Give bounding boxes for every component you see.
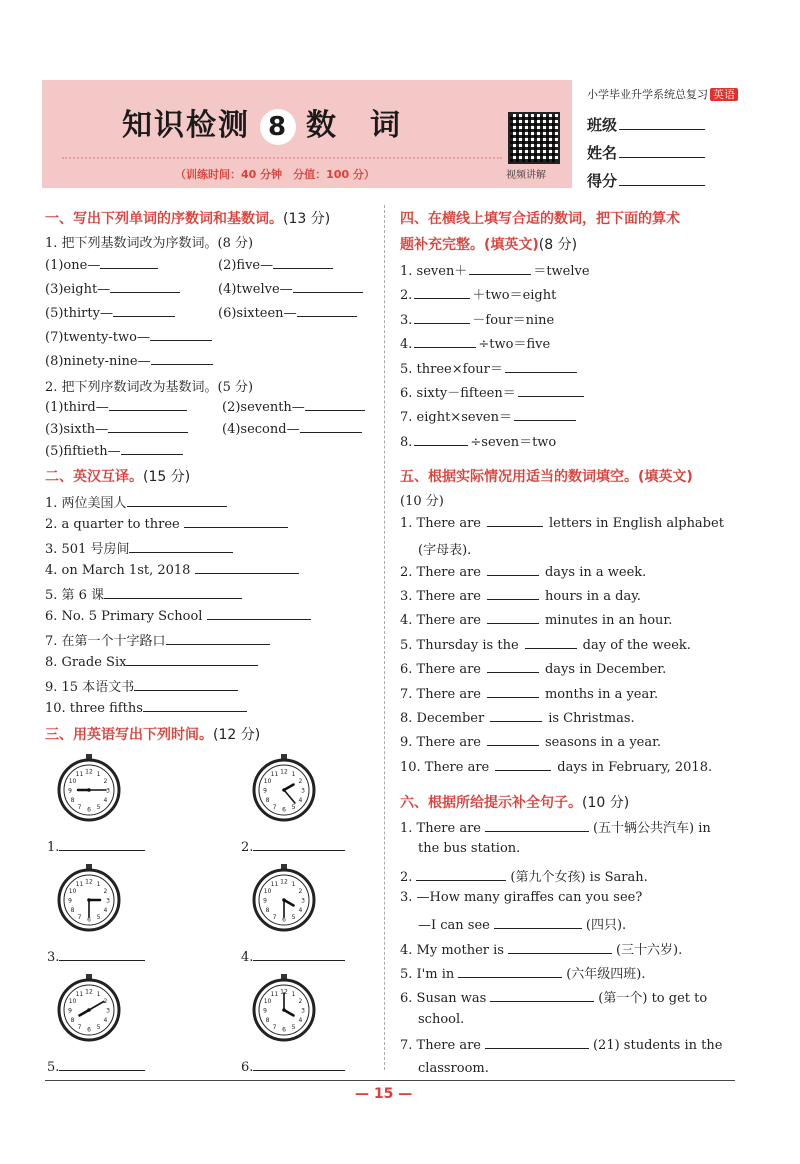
answer-blank[interactable] bbox=[134, 678, 238, 691]
svg-text:5: 5 bbox=[291, 1023, 296, 1031]
series-text: 小学毕业升学系统总复习 bbox=[587, 88, 708, 101]
s1-item: (1)third— bbox=[45, 398, 187, 415]
svg-text:8: 8 bbox=[70, 907, 75, 914]
svg-text:12: 12 bbox=[85, 878, 93, 886]
score-label: 得分 bbox=[587, 172, 618, 190]
s2-item: 10. three fifths bbox=[45, 699, 247, 716]
lesson-number-badge: 8 bbox=[260, 109, 296, 145]
s2-item: 9. 15 本语文书 bbox=[45, 676, 238, 695]
answer-blank[interactable] bbox=[469, 262, 531, 275]
class-label: 班级 bbox=[587, 116, 618, 134]
svg-text:6: 6 bbox=[282, 1026, 286, 1034]
svg-text:5: 5 bbox=[96, 1023, 101, 1031]
answer-blank[interactable] bbox=[414, 433, 468, 446]
svg-text:5: 5 bbox=[96, 803, 101, 811]
svg-text:11: 11 bbox=[75, 991, 84, 999]
svg-text:2: 2 bbox=[103, 888, 108, 895]
svg-text:4: 4 bbox=[298, 1017, 303, 1024]
answer-blank[interactable] bbox=[525, 636, 577, 649]
svg-text:9: 9 bbox=[263, 787, 267, 795]
svg-text:4: 4 bbox=[103, 797, 108, 804]
svg-text:5: 5 bbox=[96, 913, 101, 921]
svg-text:8: 8 bbox=[265, 907, 270, 914]
s2-item: 7. 在第一个十字路口 bbox=[45, 630, 270, 649]
s1-item: (2)five— bbox=[218, 256, 333, 273]
svg-text:7: 7 bbox=[272, 1023, 277, 1031]
svg-text:1: 1 bbox=[96, 881, 101, 889]
s2-item: 5. 第 6 课 bbox=[45, 584, 242, 603]
time-score-info: （训练时间：40 分钟 分值：100 分） bbox=[175, 168, 375, 181]
answer-blank[interactable] bbox=[253, 1058, 345, 1071]
answer-blank[interactable] bbox=[110, 280, 180, 293]
svg-text:12: 12 bbox=[85, 988, 93, 996]
svg-text:4: 4 bbox=[103, 1017, 108, 1024]
answer-blank[interactable] bbox=[207, 607, 311, 620]
title-text-a: 知识检测 bbox=[122, 108, 250, 143]
s5-item: 6. There are days in December. bbox=[400, 662, 667, 677]
clock-answer: 4. bbox=[241, 948, 345, 965]
score-field[interactable] bbox=[587, 170, 705, 191]
svg-text:5: 5 bbox=[291, 803, 296, 811]
answer-blank[interactable] bbox=[505, 360, 577, 373]
svg-text:8: 8 bbox=[265, 1017, 270, 1024]
name-field[interactable] bbox=[587, 142, 705, 163]
answer-blank[interactable] bbox=[59, 838, 145, 851]
clock-face-icon bbox=[57, 864, 121, 934]
svg-text:6: 6 bbox=[87, 916, 91, 924]
s1-item: (4)twelve— bbox=[218, 280, 363, 297]
s2-item: 1. 两位美国人 bbox=[45, 492, 227, 511]
answer-blank[interactable] bbox=[485, 1036, 589, 1049]
svg-text:10: 10 bbox=[68, 778, 77, 785]
answer-blank[interactable] bbox=[166, 632, 270, 645]
svg-text:9: 9 bbox=[263, 1007, 267, 1015]
s4-item: 3. －four＝nine bbox=[400, 313, 555, 328]
s1-sub1: 1. 把下列基数词改为序数词。(8 分) bbox=[45, 236, 254, 251]
section-6-title: 六、根据所给提示补全句子。(10 分) bbox=[400, 795, 630, 811]
svg-text:12: 12 bbox=[280, 878, 288, 886]
title-text-b: 数 词 bbox=[306, 108, 402, 143]
answer-blank[interactable] bbox=[490, 989, 594, 1002]
answer-blank[interactable] bbox=[126, 653, 258, 666]
svg-text:7: 7 bbox=[272, 913, 277, 921]
s6-item: 6. Susan was (第一个) to get to bbox=[400, 991, 708, 1006]
answer-blank[interactable] bbox=[414, 286, 470, 299]
s5-item: 5. Thursday is the day of the week. bbox=[400, 638, 691, 653]
answer-blank[interactable] bbox=[414, 311, 470, 324]
svg-text:11: 11 bbox=[75, 881, 84, 889]
answer-blank[interactable] bbox=[458, 965, 562, 978]
clock-face-icon bbox=[252, 754, 316, 824]
section-3-title: 三、用英语写出下列时间。(12 分) bbox=[45, 727, 261, 743]
s6-item: 7. There are (21) students in the bbox=[400, 1038, 723, 1053]
svg-text:3: 3 bbox=[301, 1007, 305, 1015]
svg-text:6: 6 bbox=[282, 806, 286, 814]
s2-item: 3. 501 号房间 bbox=[45, 538, 233, 557]
svg-text:7: 7 bbox=[272, 803, 277, 811]
s5-item: 4. There are minutes in an hour. bbox=[400, 613, 673, 628]
svg-text:11: 11 bbox=[270, 991, 279, 999]
answer-blank[interactable] bbox=[487, 563, 539, 576]
svg-text:6: 6 bbox=[282, 916, 286, 924]
svg-text:7: 7 bbox=[77, 1023, 82, 1031]
answer-blank[interactable] bbox=[273, 256, 333, 269]
answer-blank[interactable] bbox=[514, 408, 576, 421]
svg-text:1: 1 bbox=[291, 881, 296, 889]
svg-text:9: 9 bbox=[68, 897, 72, 905]
svg-text:9: 9 bbox=[68, 1007, 72, 1015]
answer-blank[interactable] bbox=[59, 948, 145, 961]
svg-text:3: 3 bbox=[106, 787, 110, 795]
answer-blank[interactable] bbox=[495, 758, 551, 771]
answer-blank[interactable] bbox=[300, 420, 362, 433]
qr-code-icon[interactable] bbox=[508, 112, 560, 164]
s6-item: classroom. bbox=[418, 1061, 489, 1076]
svg-text:2: 2 bbox=[298, 998, 303, 1005]
s4-item: 4. ÷two＝five bbox=[400, 337, 551, 352]
answer-blank[interactable] bbox=[508, 941, 612, 954]
svg-text:6: 6 bbox=[87, 806, 91, 814]
answer-blank[interactable] bbox=[184, 515, 288, 528]
svg-text:8: 8 bbox=[70, 797, 75, 804]
answer-blank[interactable] bbox=[150, 328, 212, 341]
s6-item: 4. My mother is (三十六岁). bbox=[400, 943, 683, 958]
section-5-points: (10 分) bbox=[400, 494, 444, 509]
svg-text:3: 3 bbox=[106, 1007, 110, 1015]
answer-blank[interactable] bbox=[414, 335, 476, 348]
answer-blank[interactable] bbox=[127, 494, 227, 507]
s4-item: 8. ÷seven＝two bbox=[400, 435, 557, 450]
svg-text:9: 9 bbox=[68, 787, 72, 795]
answer-blank[interactable] bbox=[487, 514, 543, 527]
column-divider bbox=[384, 205, 385, 1070]
answer-blank[interactable] bbox=[129, 540, 233, 553]
answer-blank[interactable] bbox=[104, 586, 242, 599]
footer-rule bbox=[45, 1080, 735, 1081]
clock-answer: 5. bbox=[47, 1058, 145, 1075]
answer-blank[interactable] bbox=[143, 699, 247, 712]
class-field[interactable] bbox=[587, 114, 705, 135]
clock-answer: 2. bbox=[241, 838, 345, 855]
s5-item: 2. There are days in a week. bbox=[400, 565, 647, 580]
svg-text:1: 1 bbox=[291, 991, 296, 999]
svg-text:10: 10 bbox=[263, 888, 272, 895]
answer-blank[interactable] bbox=[195, 561, 299, 574]
clock-answer: 6. bbox=[241, 1058, 345, 1075]
svg-text:8: 8 bbox=[265, 797, 270, 804]
s2-item: 8. Grade Six bbox=[45, 653, 258, 670]
svg-text:3: 3 bbox=[106, 897, 110, 905]
page-number: — 15 — bbox=[355, 1086, 413, 1102]
svg-text:2: 2 bbox=[298, 778, 303, 785]
s5-item: 7. There are months in a year. bbox=[400, 687, 659, 702]
svg-text:9: 9 bbox=[263, 897, 267, 905]
s5-item: (字母表). bbox=[418, 543, 472, 558]
subject-tag: 英语 bbox=[710, 88, 738, 101]
s1-item: (3)sixth— bbox=[45, 420, 188, 437]
answer-blank[interactable] bbox=[293, 280, 363, 293]
s1-item: (3)eight— bbox=[45, 280, 180, 297]
answer-blank[interactable] bbox=[487, 660, 539, 673]
svg-text:12: 12 bbox=[280, 768, 288, 776]
section-4-title: 四、在横线上填写合适的数词，把下面的算术 bbox=[400, 211, 680, 227]
s6-item: 3. —How many giraffes can you see? bbox=[400, 890, 643, 905]
answer-blank[interactable] bbox=[416, 868, 506, 881]
s2-item: 4. on March 1st, 2018 bbox=[45, 561, 299, 578]
s6-item: 1. There are (五十辆公共汽车) in bbox=[400, 821, 711, 836]
s5-item: 8. December is Christmas. bbox=[400, 711, 635, 726]
svg-text:10: 10 bbox=[263, 998, 272, 1005]
qr-label: 视频讲解 bbox=[506, 170, 546, 181]
s1-item: (5)fiftieth— bbox=[45, 442, 183, 459]
s5-item: 9. There are seasons in a year. bbox=[400, 735, 662, 750]
s5-item: 3. There are hours in a day. bbox=[400, 589, 641, 604]
s5-item: 10. There are days in February, 2018. bbox=[400, 760, 713, 775]
svg-text:2: 2 bbox=[298, 888, 303, 895]
s1-sub2: 2. 把下列序数词改为基数词。(5 分) bbox=[45, 380, 254, 395]
s2-item: 2. a quarter to three bbox=[45, 515, 288, 532]
svg-text:12: 12 bbox=[85, 768, 93, 776]
s6-item: 2. (第九个女孩) is Sarah. bbox=[400, 870, 648, 885]
s1-item: (8)ninety-nine— bbox=[45, 352, 213, 369]
answer-blank[interactable] bbox=[485, 819, 589, 832]
s4-item: 1. seven＋ ＝twelve bbox=[400, 264, 590, 279]
answer-blank[interactable] bbox=[490, 709, 542, 722]
answer-blank[interactable] bbox=[151, 352, 213, 365]
svg-text:10: 10 bbox=[68, 888, 77, 895]
s1-item: (5)thirty— bbox=[45, 304, 175, 321]
svg-text:4: 4 bbox=[103, 907, 108, 914]
svg-text:3: 3 bbox=[301, 787, 305, 795]
header-divider bbox=[62, 157, 502, 159]
svg-text:11: 11 bbox=[270, 881, 279, 889]
section-5-title: 五、根据实际情况用适当的数词填空。(填英文) bbox=[400, 469, 693, 485]
answer-blank[interactable] bbox=[253, 838, 345, 851]
svg-text:3: 3 bbox=[301, 897, 305, 905]
name-label: 姓名 bbox=[587, 144, 618, 162]
answer-blank[interactable] bbox=[487, 685, 539, 698]
svg-text:2: 2 bbox=[103, 998, 108, 1005]
s2-item: 6. No. 5 Primary School bbox=[45, 607, 311, 624]
s4-item: 5. three×four＝ bbox=[400, 358, 579, 377]
svg-text:7: 7 bbox=[77, 803, 82, 811]
svg-text:4: 4 bbox=[298, 907, 303, 914]
s4-item: 6. sixty－fifteen＝ bbox=[400, 382, 586, 401]
class-blank[interactable] bbox=[619, 115, 705, 130]
svg-text:12: 12 bbox=[280, 988, 288, 996]
clock-answer: 3. bbox=[47, 948, 145, 965]
s1-item: (4)second— bbox=[222, 420, 362, 437]
s1-item: (6)sixteen— bbox=[218, 304, 357, 321]
s6-item: the bus station. bbox=[418, 841, 521, 856]
clock-face-icon bbox=[252, 974, 316, 1044]
answer-blank[interactable] bbox=[494, 916, 582, 929]
answer-blank[interactable] bbox=[487, 587, 539, 600]
clock-answer: 1. bbox=[47, 838, 145, 855]
answer-blank[interactable] bbox=[518, 384, 584, 397]
s4-item: 7. eight×seven＝ bbox=[400, 406, 578, 425]
svg-text:10: 10 bbox=[263, 778, 272, 785]
svg-text:1: 1 bbox=[96, 771, 101, 779]
s6-item: —I can see (四只). bbox=[418, 918, 627, 933]
svg-text:11: 11 bbox=[75, 771, 84, 779]
answer-blank[interactable] bbox=[121, 442, 183, 455]
answer-blank[interactable] bbox=[59, 1058, 145, 1071]
answer-blank[interactable] bbox=[113, 304, 175, 317]
section-1-title: 一、写出下列单词的序数词和基数词。(13 分) bbox=[45, 211, 331, 227]
svg-text:4: 4 bbox=[298, 797, 303, 804]
clock-face-icon bbox=[252, 864, 316, 934]
s1-item: (7)twenty-two— bbox=[45, 328, 212, 345]
answer-blank[interactable] bbox=[297, 304, 357, 317]
clock-face-icon bbox=[57, 754, 121, 824]
page-title bbox=[122, 100, 402, 145]
svg-text:7: 7 bbox=[77, 913, 82, 921]
score-blank[interactable] bbox=[619, 171, 705, 186]
answer-blank[interactable] bbox=[253, 948, 345, 961]
s1-item: (1)one— bbox=[45, 256, 158, 273]
s1-item: (2)seventh— bbox=[222, 398, 365, 415]
answer-blank[interactable] bbox=[109, 398, 187, 411]
svg-text:5: 5 bbox=[291, 913, 296, 921]
svg-text:1: 1 bbox=[96, 991, 101, 999]
answer-blank[interactable] bbox=[305, 398, 365, 411]
answer-blank[interactable] bbox=[100, 256, 158, 269]
answer-blank[interactable] bbox=[487, 611, 539, 624]
answer-blank[interactable] bbox=[108, 420, 188, 433]
section-2-title: 二、英汉互译。(15 分) bbox=[45, 469, 191, 485]
series-label bbox=[587, 86, 738, 102]
s5-item: 1. There are letters in English alphabet bbox=[400, 516, 724, 531]
svg-text:11: 11 bbox=[270, 771, 279, 779]
svg-text:2: 2 bbox=[103, 778, 108, 785]
svg-text:1: 1 bbox=[291, 771, 296, 779]
s6-item: school. bbox=[418, 1012, 465, 1027]
s6-item: 5. I'm in (六年级四班). bbox=[400, 967, 646, 982]
svg-text:8: 8 bbox=[70, 1017, 75, 1024]
svg-text:6: 6 bbox=[87, 1026, 91, 1034]
name-blank[interactable] bbox=[619, 143, 705, 158]
clock-face-icon bbox=[57, 974, 121, 1044]
section-4-title-2: 题补充完整。(填英文)(8 分) bbox=[400, 237, 578, 253]
svg-text:10: 10 bbox=[68, 998, 77, 1005]
s4-item: 2. ＋two＝eight bbox=[400, 288, 557, 303]
answer-blank[interactable] bbox=[487, 733, 539, 746]
